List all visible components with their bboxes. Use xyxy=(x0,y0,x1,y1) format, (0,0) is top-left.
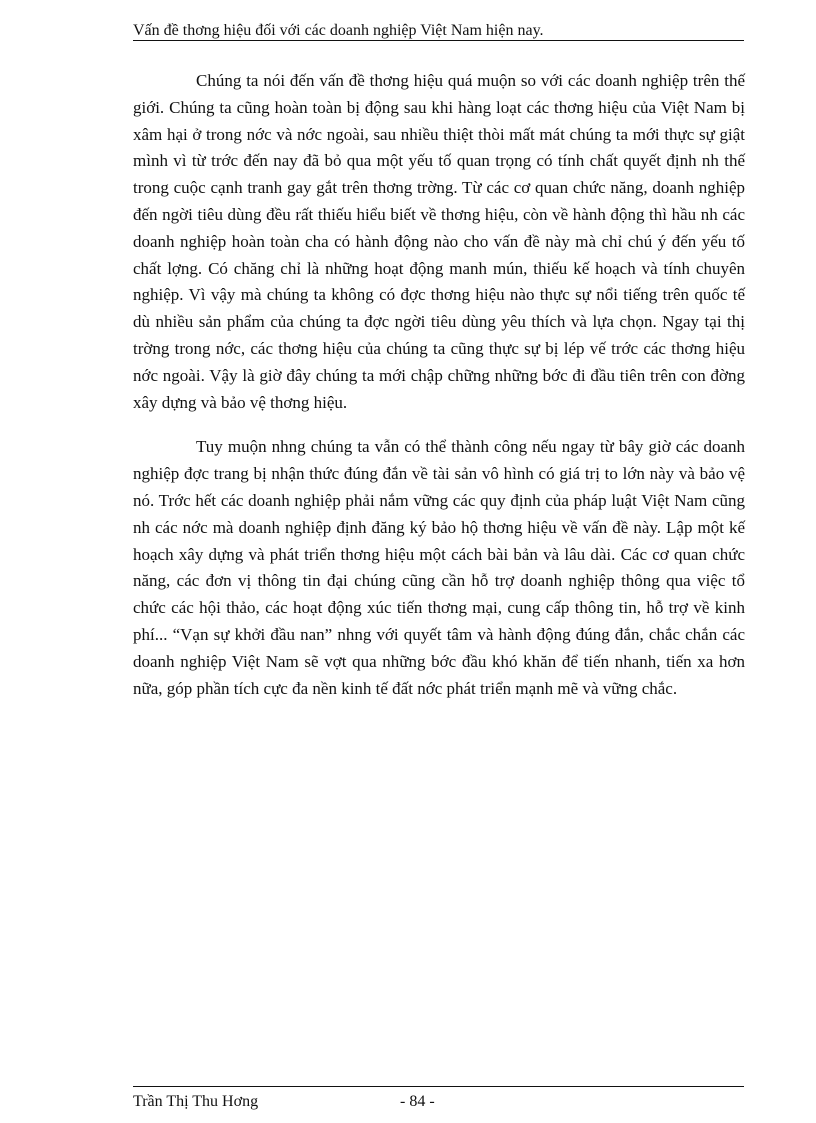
document-title: Vấn đề thơng hiệu đối với các doanh nghiệp Việt Nam hiện nay. xyxy=(133,22,544,39)
page-number: - 84 - xyxy=(400,1093,435,1110)
footer-author: Trần Thị Thu Hơng xyxy=(133,1093,259,1110)
footer-divider xyxy=(133,1086,744,1087)
paragraph-1: Chúng ta nói đến vấn đề thơng hiệu quá muộn so với các doanh nghiệp trên thế giới. Chúng ta cũng hoàn toàn bị động sau khi hàng loạt các thơng hiệu của Việt Nam bị xâm hại ở trong nớc và nớc ngoài, sau nhiều thiệt thòi mất mát chúng ta mới thực sự giật mình vì từ trớc đến nay đã bỏ qua một yếu tố quan trọng có tính chất quyết định nh thế trong cuộc cạnh tranh gay gắt trên thơng trờng. Từ các cơ quan chức năng, doanh nghiệp đến ngời tiêu dùng đều rất thiếu hiểu biết về thơng hiệu, còn về hành động thì hầu nh các doanh nghiệp hoàn toàn cha có hành động nào cho vấn đề này mà chỉ chú ý đến yếu tố chất lợng. Có chăng chỉ là những hoạt động manh mún, thiếu kế hoạch và tính chuyên nghiệp. Vì vậy mà chúng ta không có đợc thơng hiệu nào thực sự nổi tiếng trên quốc tế dù nhiều sản phẩm của chúng ta đợc ngời tiêu dùng yêu thích và lựa chọn. Ngay tại thị trờng trong nớc, các thơng hiệu của chúng ta cũng thực sự bị lép vế trớc các thơng hiệu nớc ngoài. Vậy là giờ đây chúng ta mới chập chững những bớc đi đầu tiên trên con đờng xây dựng và bảo vệ thơng hiệu. xyxy=(133,71,745,412)
running-header xyxy=(133,22,744,41)
paragraph-2: Tuy muộn nhng chúng ta vẫn có thể thành công nếu ngay từ bây giờ các doanh nghiệp đợc trang bị nhận thức đúng đắn về tài sản vô hình có giá trị to lớn này và bảo vệ nó. Trớc hết các doanh nghiệp phải nắm vững các quy định của pháp luật Việt Nam cũng nh các nớc mà doanh nghiệp định đăng ký bảo hộ thơng hiệu về vấn đề này. Lập một kế hoạch xây dựng và phát triển thơng hiệu một cách bài bản và lâu dài. Các cơ quan chức năng, các đơn vị thông tin đại chúng cũng cần hỗ trợ doanh nghiệp thông qua việc tổ chức các hội thảo, các hoạt động xúc tiến thơng mại, cung cấp thông tin, hỗ trợ về kinh phí... “Vạn sự khởi đầu nan” nhng với quyết tâm và hành động đúng đắn, chắc chắn các doanh nghiệp Việt Nam sẽ vợt qua những bớc đầu khó khăn để tiến nhanh, tiến xa hơn nữa, góp phần tích cực đa nền kinh tế đất nớc phát triển mạnh mẽ và vững chắc. xyxy=(133,437,745,698)
document-body xyxy=(133,68,745,720)
